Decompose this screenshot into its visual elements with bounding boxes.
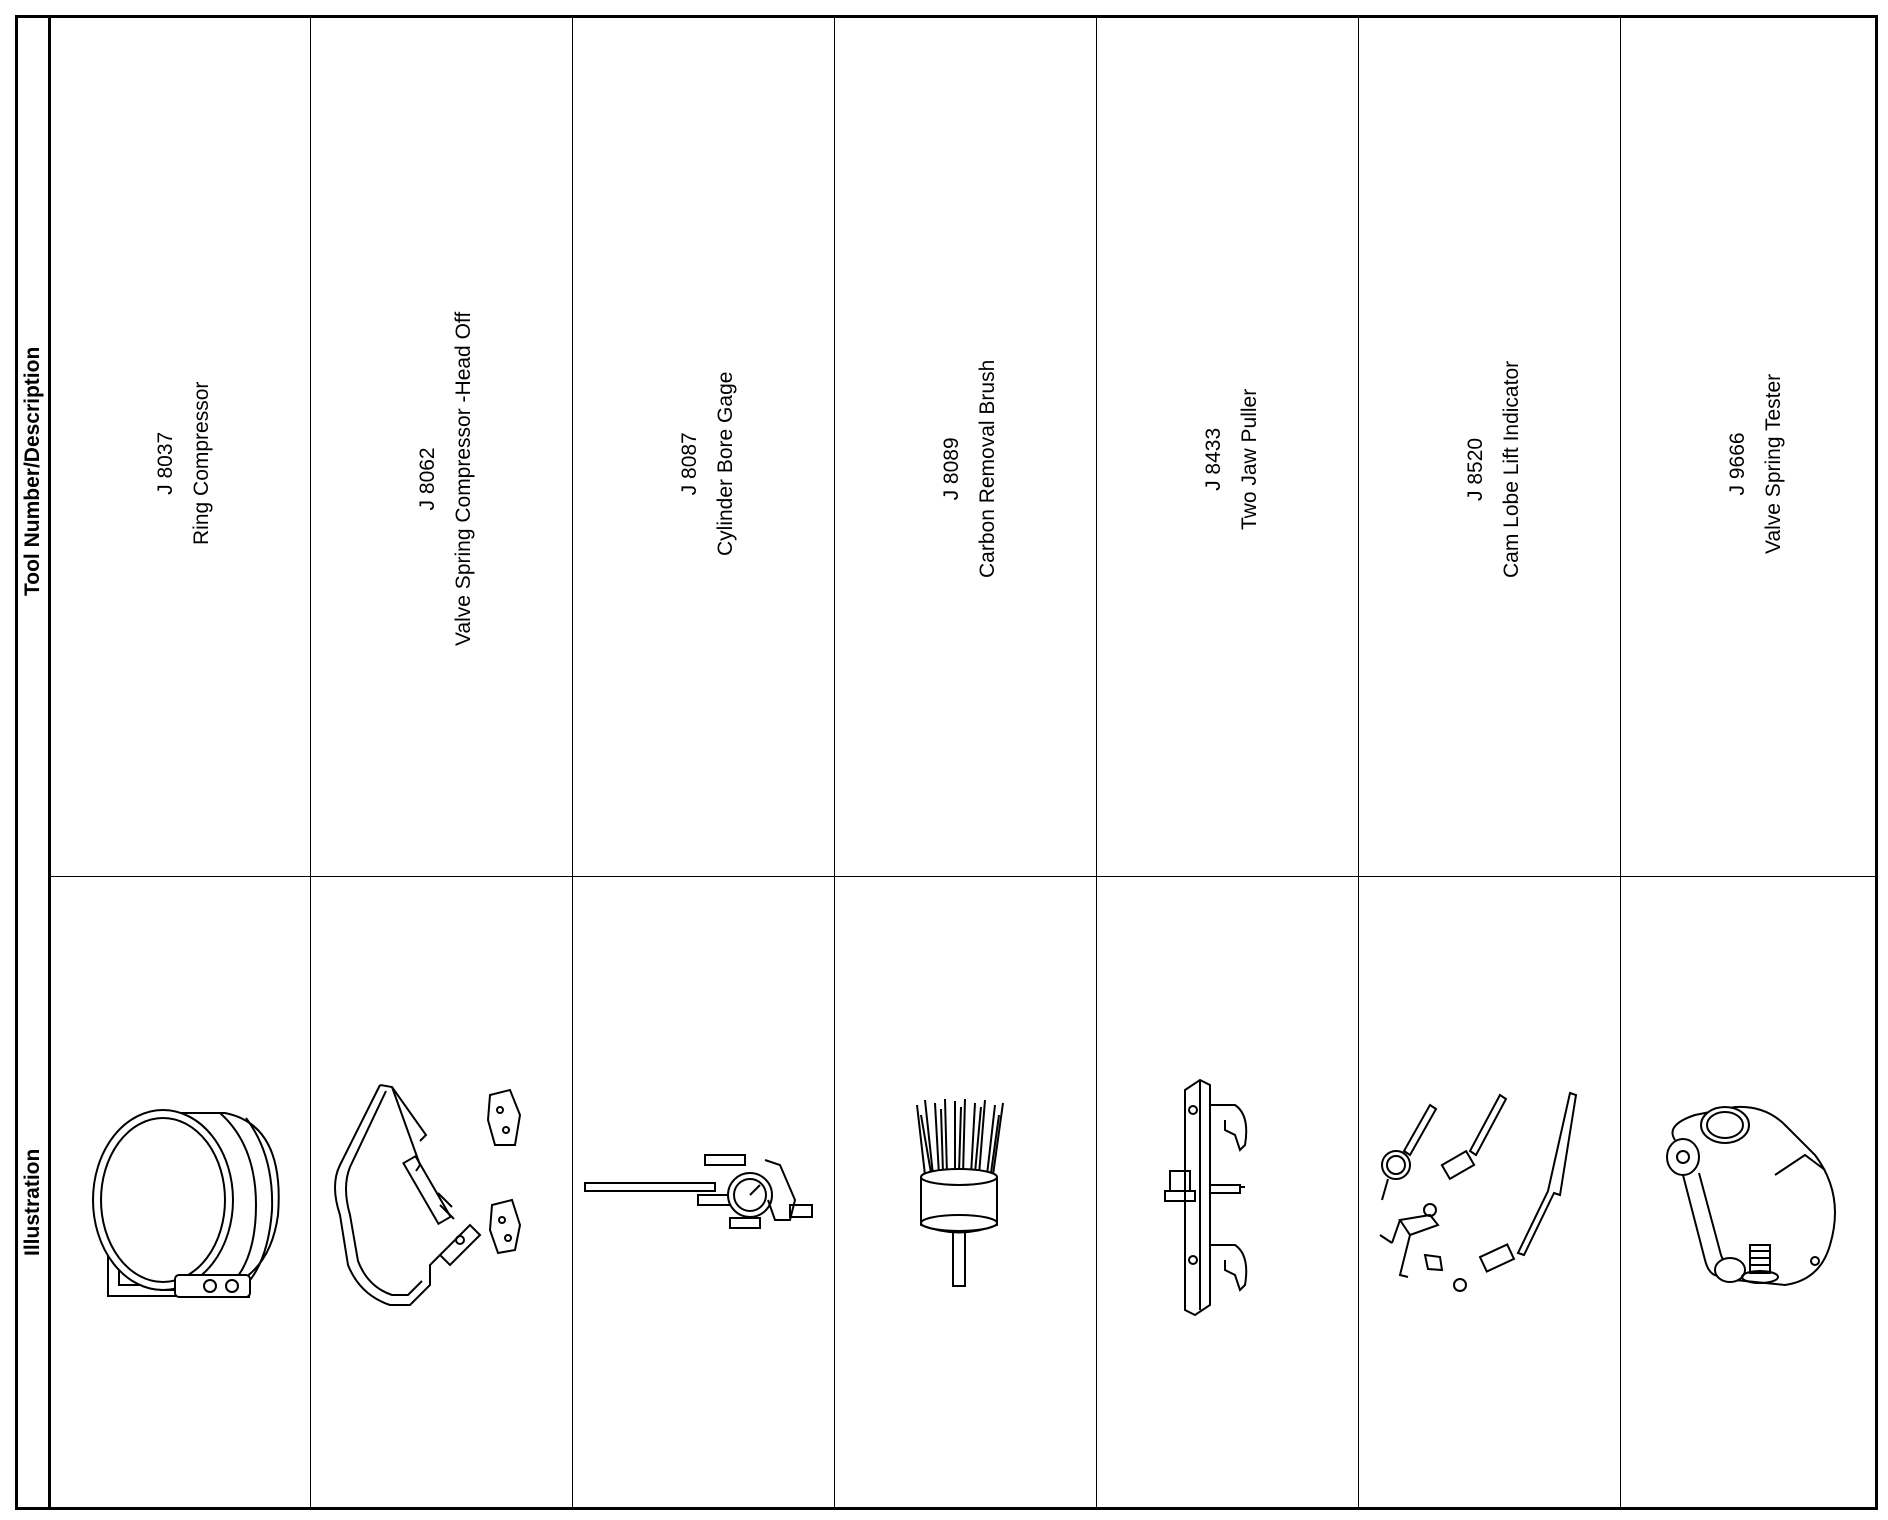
tool-description-cell bbox=[934, 360, 1005, 578]
tool-description: Cam Lobe Lift Indicator bbox=[1499, 360, 1523, 578]
tool-description: Valve Spring Tester bbox=[1761, 373, 1785, 554]
tool-description: Cylinder Bore Gage bbox=[713, 371, 737, 556]
tool-number: J 9666 bbox=[1726, 432, 1749, 496]
valve-spring-tester-icon bbox=[1655, 1095, 1855, 1310]
column-divider bbox=[1358, 15, 1359, 1510]
two-jaw-puller-icon bbox=[1165, 1075, 1285, 1320]
column-divider bbox=[834, 15, 835, 1510]
ring-compressor-icon bbox=[60, 1085, 290, 1320]
tool-number: J 8089 bbox=[940, 437, 963, 501]
header-column-divider bbox=[48, 15, 51, 1510]
tool-number: J 8087 bbox=[678, 432, 701, 496]
column-divider bbox=[1620, 15, 1621, 1510]
column-divider bbox=[1096, 15, 1097, 1510]
tool-description: Two Jaw Puller bbox=[1237, 388, 1261, 530]
row-divider bbox=[48, 876, 1878, 877]
cylinder-bore-gage-icon bbox=[580, 1140, 820, 1265]
tool-number: J 8433 bbox=[1202, 427, 1225, 491]
tool-number: J 8062 bbox=[416, 447, 439, 511]
cam-lobe-lift-indicator-icon bbox=[1370, 1085, 1610, 1320]
valve-spring-compressor-icon bbox=[320, 1075, 560, 1320]
tool-number: J 8520 bbox=[1464, 437, 1487, 501]
column-divider bbox=[310, 15, 311, 1510]
tool-description-cell bbox=[410, 312, 481, 646]
illustration-header: Illustration bbox=[21, 1148, 44, 1256]
tool-description: Ring Compressor bbox=[189, 381, 213, 545]
carbon-removal-brush-icon bbox=[905, 1095, 1025, 1300]
tool-description-cell bbox=[1196, 389, 1267, 530]
tool-description: Valve Spring Compressor -Head Off bbox=[451, 311, 475, 646]
tool-description-cell bbox=[672, 372, 743, 556]
tool-description: Carbon Removal Brush bbox=[975, 359, 999, 578]
tool-description-cell bbox=[1458, 361, 1529, 578]
tool-description-cell bbox=[1720, 374, 1791, 554]
description-header: Tool Number/Description bbox=[21, 346, 44, 596]
column-divider bbox=[572, 15, 573, 1510]
tool-number: J 8037 bbox=[154, 431, 177, 495]
tool-description-cell bbox=[148, 382, 219, 545]
